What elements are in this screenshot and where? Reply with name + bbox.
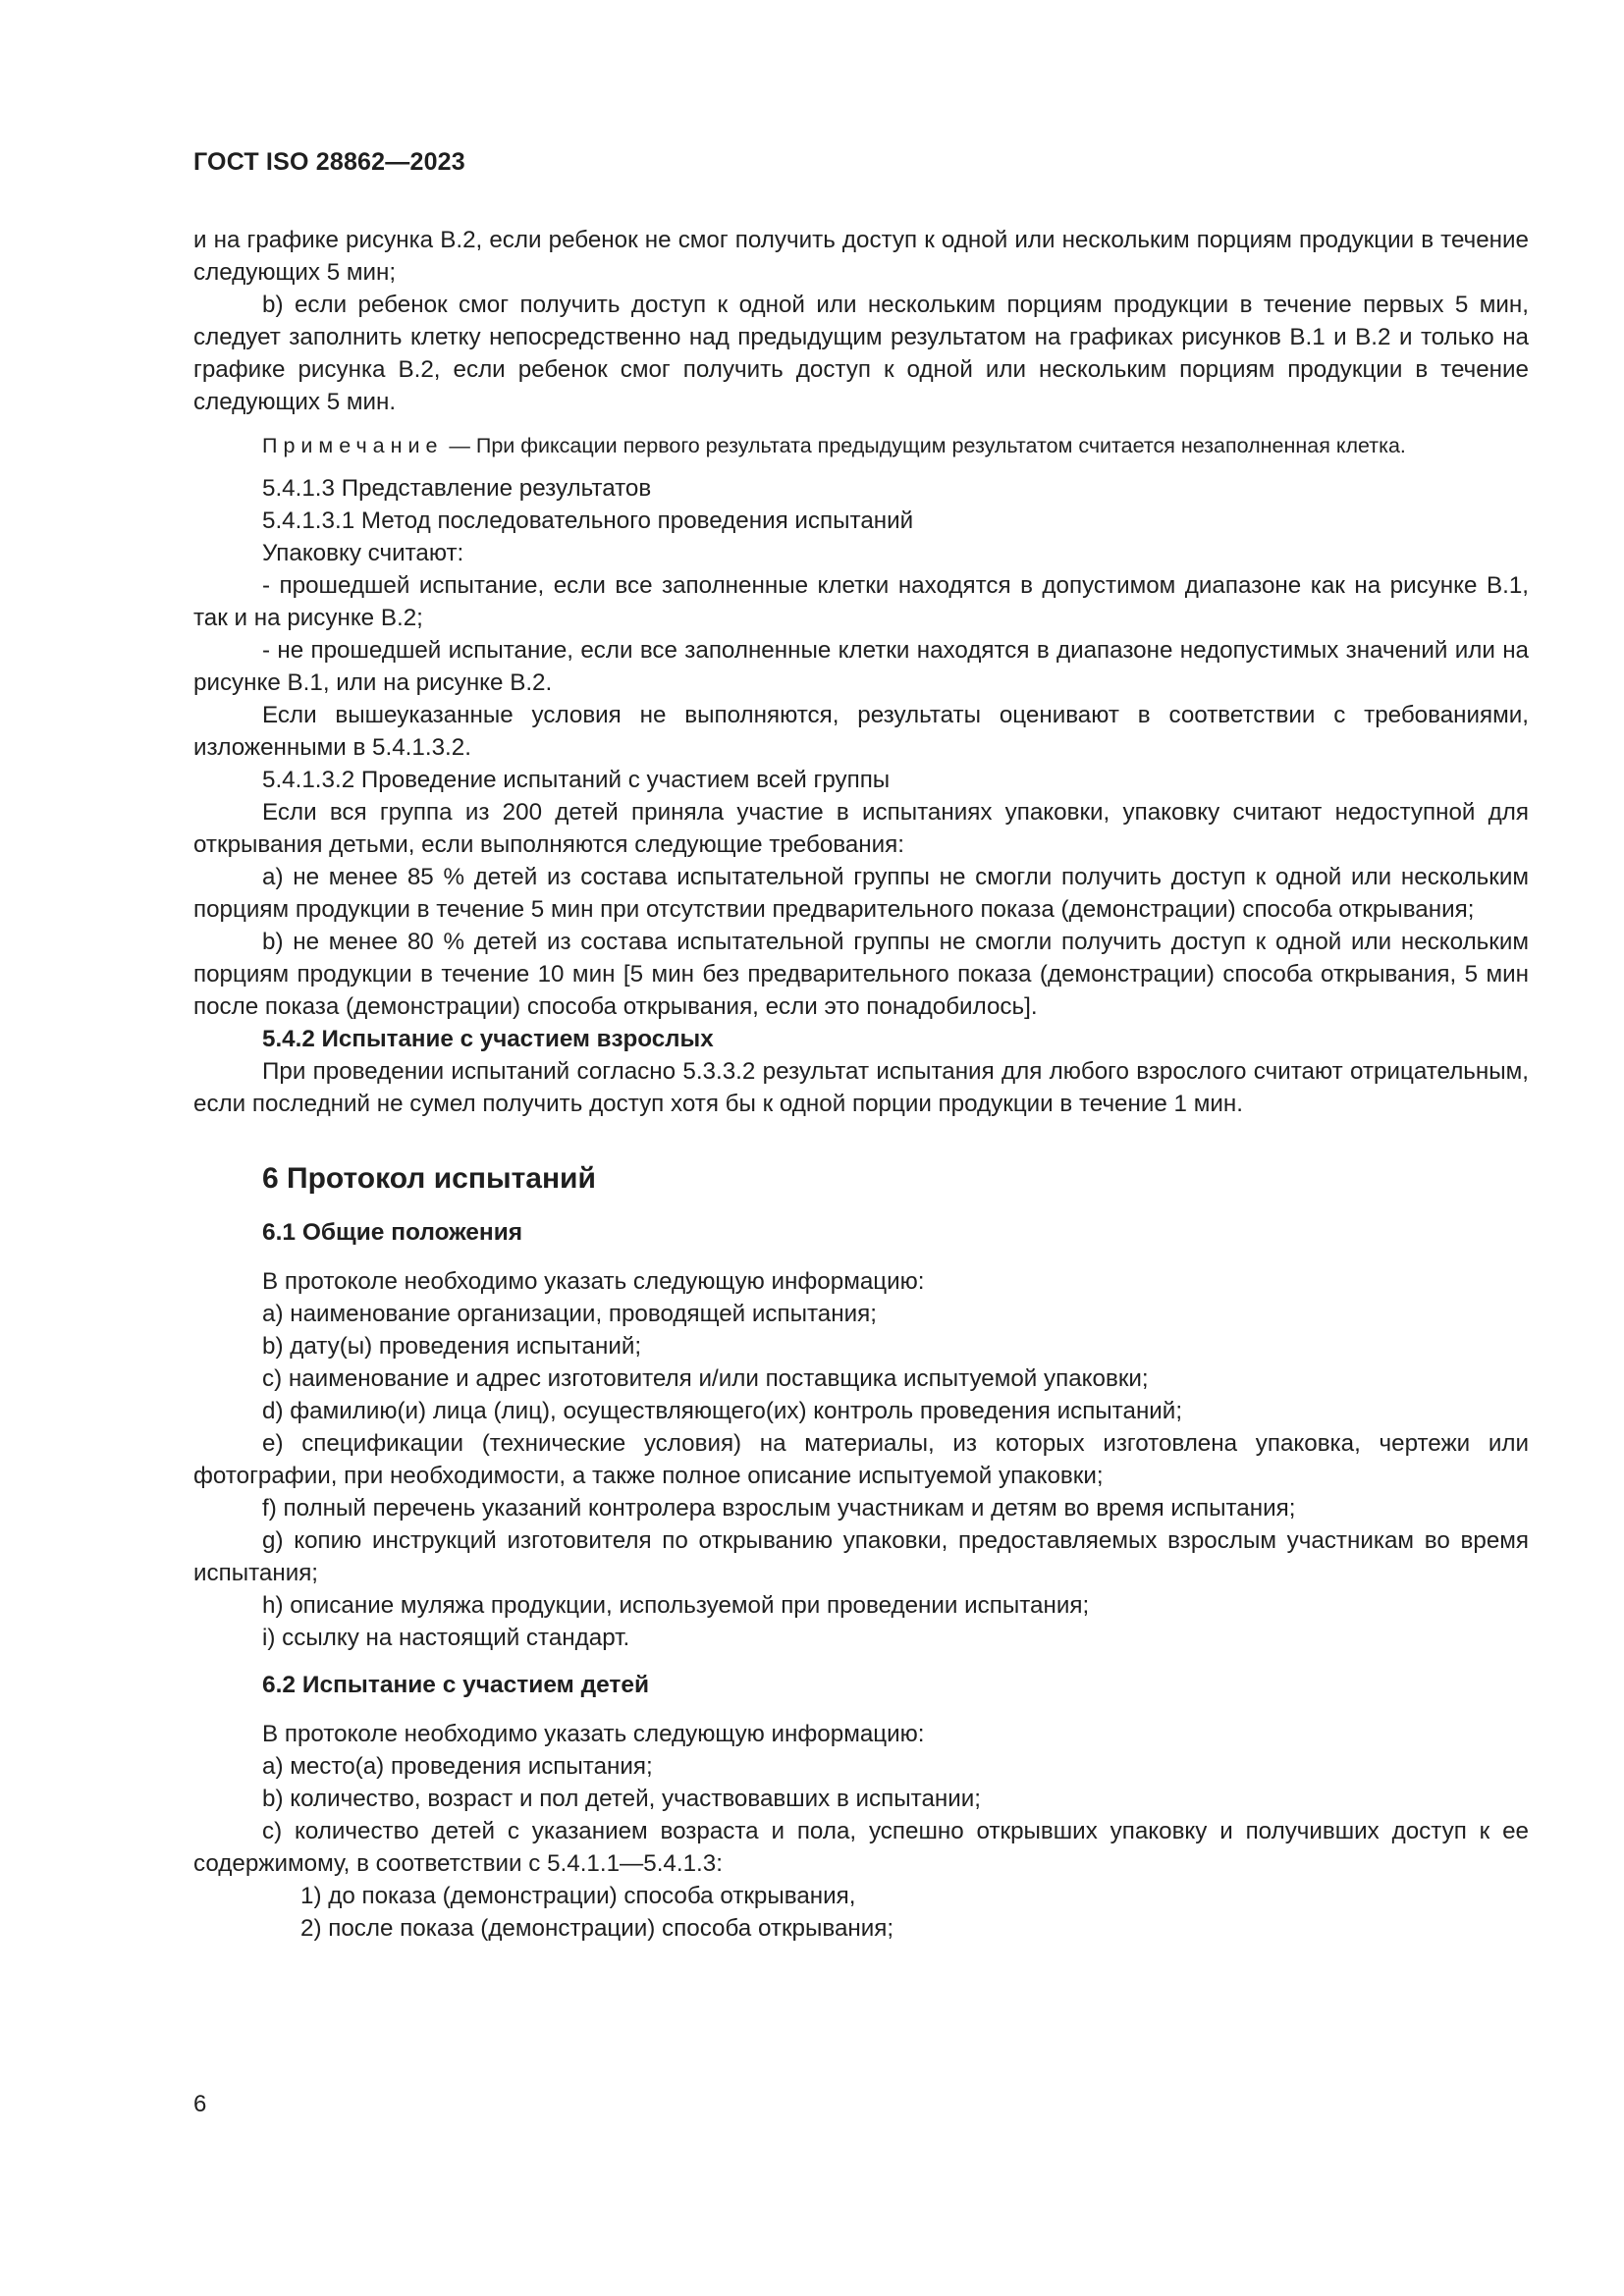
list-item: c) наименование и адрес изготовителя и/или поставщика испытуемой упаковки; [262, 1365, 1149, 1392]
list-item: d) фамилию(и) лица (лиц), осуществляющего(их) контроль проведения испытаний; [262, 1398, 1183, 1424]
paragraph: Если вышеуказанные условия не выполняются, результаты оценивают в соответствии с требованиями, изложенными в 5.4.1.3.2. [193, 702, 1529, 761]
list-item: i) ссылку на настоящий стандарт. [262, 1625, 630, 1651]
paragraph: В протоколе необходимо указать следующую информацию: [262, 1268, 925, 1295]
note-text: — При фиксации первого результата предыдущим результатом считается незаполненная клетка. [443, 434, 1406, 457]
list-item-b: b) не менее 80 % детей из состава испытательной группы не смогли получить доступ к одной или нескольким порциям продукции в течение 10 мин [5 мин без предварительного показа (демонстрации) способа открывания, 5 мин после показа (демонстрации) способа открывания, если это понадобилось]. [193, 929, 1529, 1020]
paragraph: При проведении испытаний согласно 5.3.3.2 результат испытания для любого взрослого считают отрицательным, если последний не сумел получить доступ хотя бы к одной порции продукции в течение 1 мин. [193, 1058, 1529, 1117]
note-label: Примечание [262, 434, 444, 457]
list-item: f) полный перечень указаний контролера взрослым участникам и детям во время испытания; [262, 1495, 1296, 1522]
subsection-5-4-1-3-2: 5.4.1.3.2 Проведение испытаний с участием всей группы [262, 767, 891, 793]
subsection-5-4-1-3-1: 5.4.1.3.1 Метод последовательного проведения испытаний [262, 507, 914, 534]
note [193, 431, 1529, 460]
list-item: b) дату(ы) проведения испытаний; [262, 1333, 642, 1360]
document-header: ГОСТ ISO 28862—2023 [193, 148, 465, 176]
paragraph: Если вся группа из 200 детей приняла участие в испытаниях упаковки, упаковку считают недоступной для открывания детьми, если выполняются следующие требования: [193, 799, 1529, 858]
list-item: g) копию инструкций изготовителя по открыванию упаковки, предоставляемых взрослым участникам во время испытания; [193, 1527, 1529, 1586]
page-content [193, 224, 1529, 1945]
paragraph: В протоколе необходимо указать следующую информацию: [262, 1721, 925, 1747]
section-6-2-title: 6.2 Испытание с участием детей [262, 1672, 650, 1698]
list-item: a) наименование организации, проводящей испытания; [262, 1301, 877, 1327]
list-item: e) спецификации (технические условия) на материалы, из которых изготовлена упаковка, чертежи или фотографии, при необходимости, а также полное описание испытуемой упаковки; [193, 1430, 1529, 1489]
subsection-5-4-2-title: 5.4.2 Испытание с участием взрослых [262, 1026, 714, 1052]
page-number: 6 [193, 2091, 207, 2117]
section-6-title: 6 Протокол испытаний [262, 1162, 596, 1195]
sub-list-item: 2) после показа (демонстрации) способа открывания; [300, 1915, 894, 1942]
subsection-5-4-1-3: 5.4.1.3 Представление результатов [262, 475, 652, 502]
list-item: h) описание муляжа продукции, используемой при проведении испытания; [262, 1592, 1090, 1619]
list-item: a) место(а) проведения испытания; [262, 1753, 653, 1780]
paragraph: и на графике рисунка В.2, если ребенок не смог получить доступ к одной или нескольким порциям продукции в течение следующих 5 мин; [193, 227, 1529, 286]
list-item-b: b) если ребенок смог получить доступ к одной или нескольким порциям продукции в течение первых 5 мин, следует заполнить клетку непосредственно над предыдущим результатом на графиках рисунков В.1 и В.2 и только на графике рисунка В.2, если ребенок смог получить доступ к одной или нескольким порциям продукции в течение следующих 5 мин. [193, 292, 1529, 415]
list-item-fail: - не прошедшей испытание, если все заполненные клетки находятся в диапазоне недопустимых значений или на рисунке В.1, или на рисунке В.2. [193, 637, 1529, 696]
list-item: c) количество детей с указанием возраста и пола, успешно открывших упаковку и получивших доступ к ее содержимому, в соответствии с 5.4.1.1—5.4.1.3: [193, 1818, 1529, 1877]
section-6-1-title: 6.1 Общие положения [262, 1219, 523, 1246]
list-item: b) количество, возраст и пол детей, участвовавших в испытании; [262, 1786, 981, 1812]
list-item-a: a) не менее 85 % детей из состава испытательной группы не смогли получить доступ к одной или нескольким порциям продукции в течение 5 мин при отсутствии предварительного показа (демонстрации) способа открывания; [193, 864, 1529, 923]
paragraph: Упаковку считают: [262, 540, 464, 566]
sub-list-item: 1) до показа (демонстрации) способа открывания, [300, 1883, 856, 1909]
list-item-pass: - прошедшей испытание, если все заполненные клетки находятся в допустимом диапазоне как на рисунке В.1, так и на рисунке В.2; [193, 572, 1529, 631]
